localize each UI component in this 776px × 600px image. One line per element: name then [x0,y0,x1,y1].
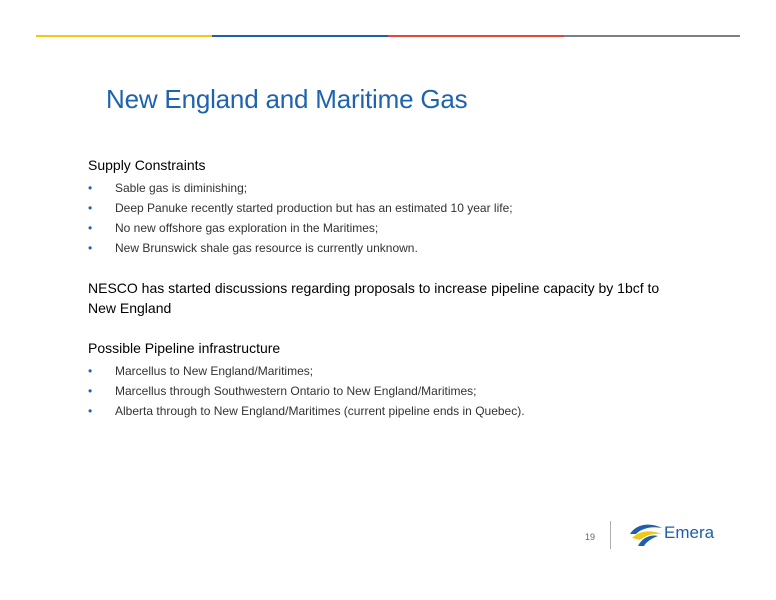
supply-constraints-list [88,178,513,258]
list-item-text: Deep Panuke recently started production but has an estimated 10 year life; [115,201,513,215]
bullet-icon: • [88,221,93,235]
top-stripe-red [388,35,564,37]
list-item [88,178,513,198]
footer-divider [610,521,611,549]
list-item [88,238,513,258]
top-stripe-yellow [36,35,212,37]
page-number: 19 [585,532,596,542]
bullet-icon: • [88,181,93,195]
top-stripe-gray [564,35,740,37]
emera-logo [628,518,720,550]
list-item-text: Sable gas is diminishing; [115,181,248,195]
bullet-icon: • [88,364,93,378]
top-stripe-blue [212,35,388,37]
list-item-text: New Brunswick shale gas resource is currently unknown. [115,241,418,255]
pipeline-options-list [88,361,525,421]
section-heading-pipeline-infrastructure: Possible Pipeline infrastructure [88,340,281,356]
list-item-text: Marcellus through Southwestern Ontario to New England/Maritimes; [115,384,477,398]
bullet-icon: • [88,201,93,215]
list-item [88,401,525,421]
logo-wordmark: Emera [664,523,715,542]
section-heading-supply-constraints: Supply Constraints [88,157,206,173]
slide-title: New England and Maritime Gas [106,84,468,114]
list-item [88,361,525,381]
list-item [88,198,513,218]
list-item-text: Marcellus to New England/Maritimes; [115,364,314,378]
list-item [88,218,513,238]
bullet-icon: • [88,241,93,255]
bullet-icon: • [88,404,93,418]
bullet-icon: • [88,384,93,398]
list-item-text: Alberta through to New England/Maritimes (current pipeline ends in Quebec). [115,404,525,418]
nesco-paragraph: NESCO has started discussions regarding proposals to increase pipeline capacity by 1bcf to New England [88,280,660,316]
list-item-text: No new offshore gas exploration in the Maritimes; [115,221,379,235]
list-item [88,381,525,401]
emera-swoosh-icon [628,520,664,548]
